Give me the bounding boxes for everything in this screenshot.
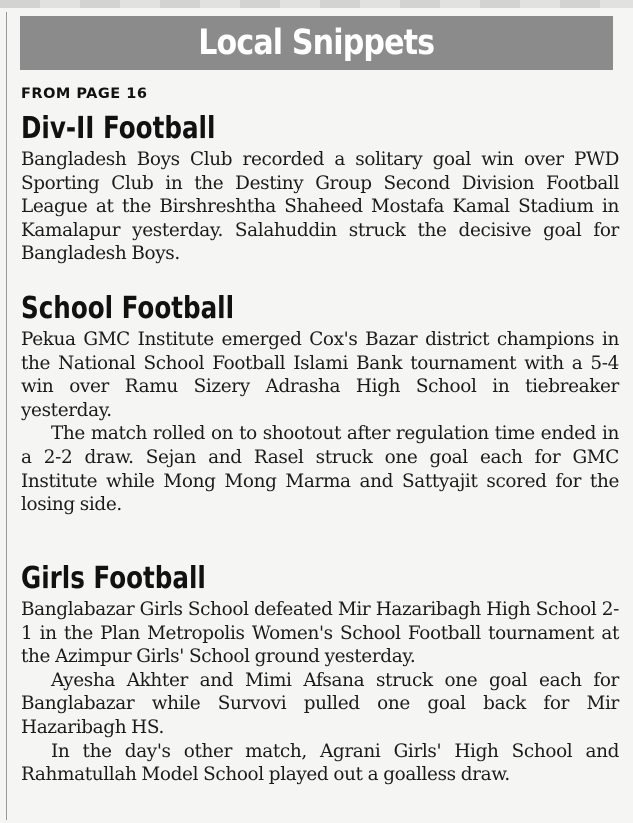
article-girls-football [21,560,619,787]
article-headline: Girls Football [21,561,206,596]
article-headline: Div-II Football [21,111,216,146]
article-school-football [21,290,619,517]
article-div2-football [21,110,619,266]
article-paragraph: The match rolled on to shootout after regulation time ended in a 2-2 draw. Sejan and Rasel struck one goal each for GMC Institute while Mong Mong Marma and Sattyajit scored for the losing side. [21,423,619,516]
section-banner [20,16,613,70]
article-paragraph: Banglabazar Girls School defeated Mir Hazaribagh High School 2-1 in the Plan Metropolis Women's School Football tournament at the Azimpur Girls' School ground yesterday. [21,599,619,668]
article-paragraph: Pekua GMC Institute emerged Cox's Bazar district champions in the National School Football Islami Bank tournament with a 5-4 win over Ramu Sizery Adrasha High School in tiebreaker yesterday. [21,329,619,421]
kicker: FROM PAGE 16 [21,86,148,102]
article-paragraph: Ayesha Akhter and Mimi Afsana struck one goal each for Banglabazar while Survovi pulled one goal back for Mir Hazaribagh HS. [21,669,619,738]
article-headline: School Football [21,291,235,326]
article-paragraph: Bangladesh Boys Club recorded a solitary goal win over PWD Sporting Club in the Destiny Group Second Division Football League at the Birshreshtha Shaheed Mostafa Kamal Stadium in Kamalapur yesterday. Salahuddin struck the decisive goal for Bangladesh Boys. [21,149,619,265]
top-rule [0,0,633,8]
column-rule [6,12,7,820]
section-title: Local Snippets [198,23,435,63]
article-paragraph: In the day's other match, Agrani Girls' High School and Rahmatullah Model School played out a goalless draw. [21,740,619,786]
